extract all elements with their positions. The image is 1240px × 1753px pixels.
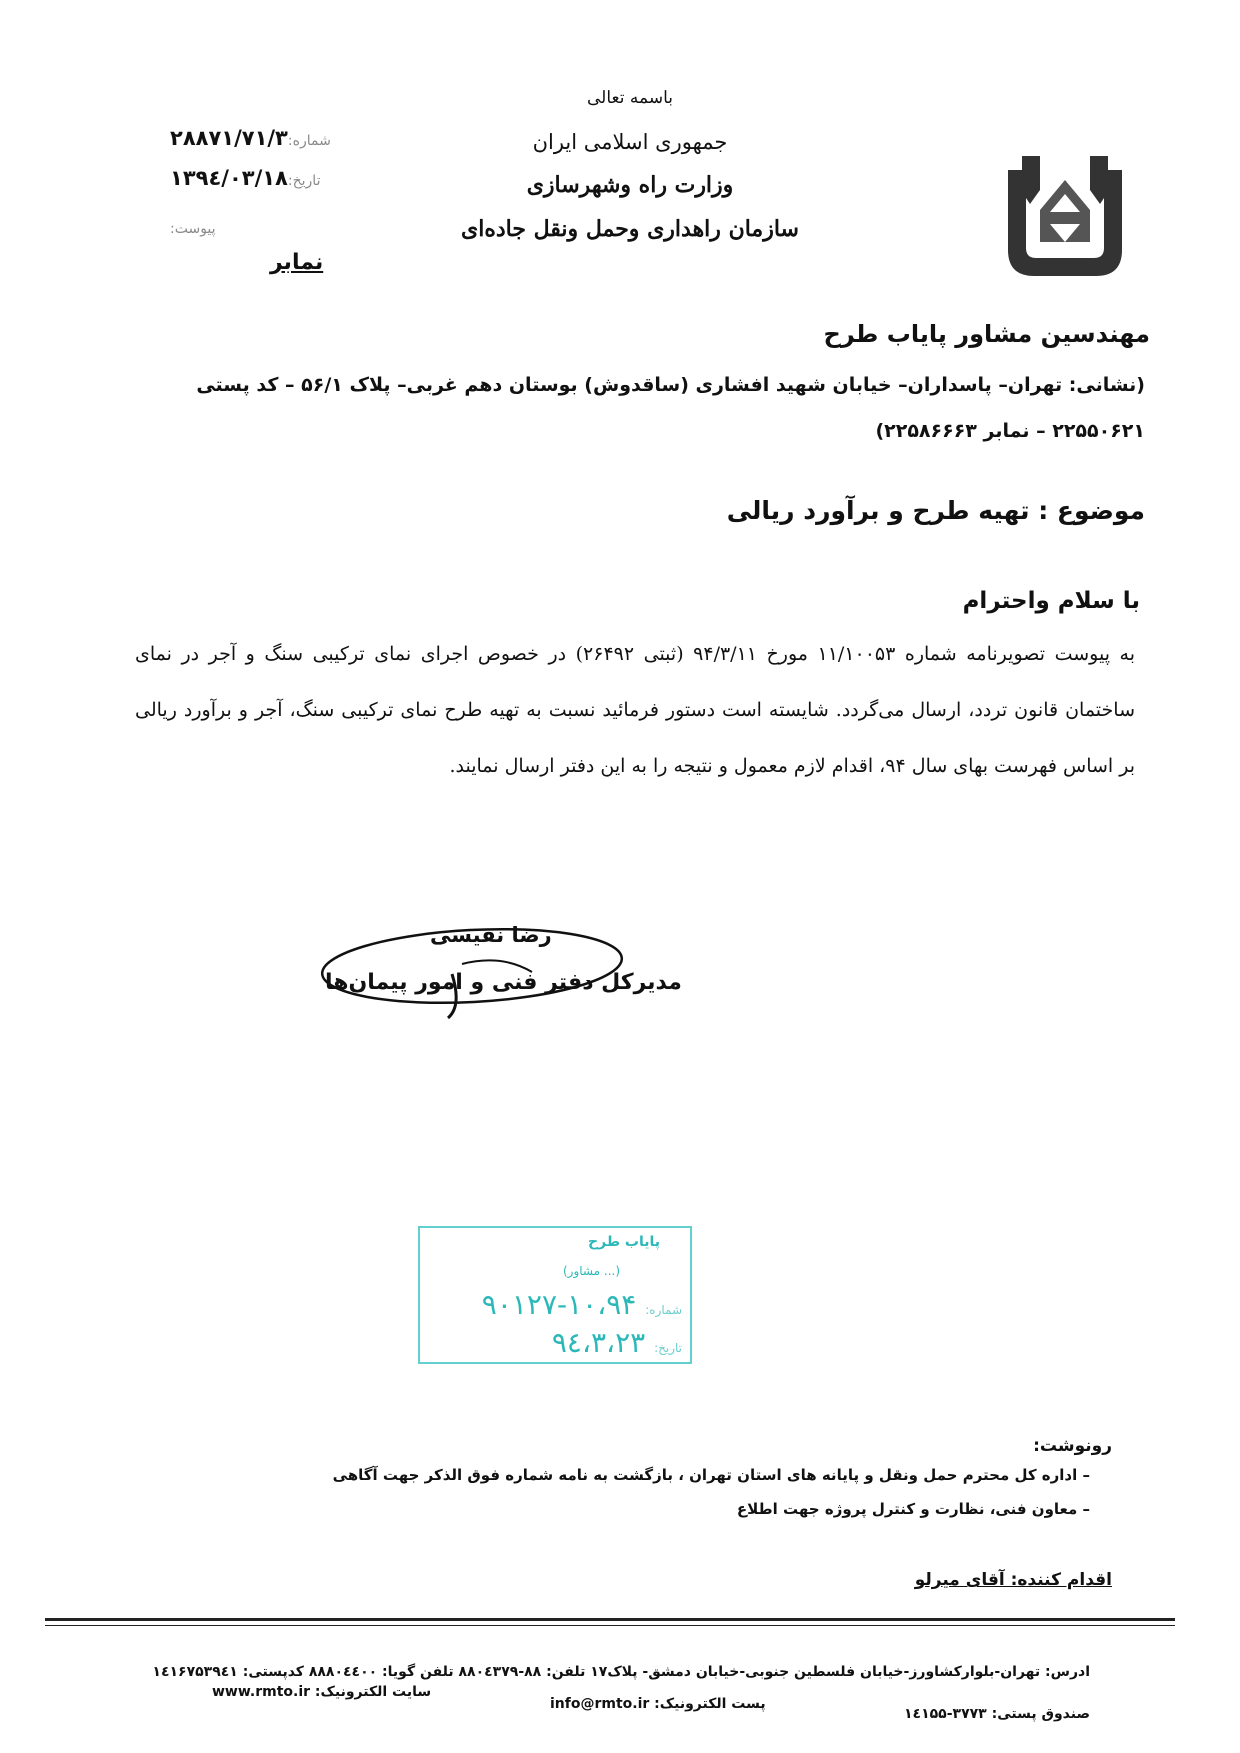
letter-date-value: ۱۳۹٤/۰۳/۱۸: [170, 166, 288, 190]
addressee-name: مهندسین مشاور پایاب طرح: [823, 320, 1150, 348]
letter-body: به پیوست تصویرنامه شماره ۱۱/۱۰۰۵۳ مورخ ۹۴/۳/۱۱ (ثبتی ۲۶۴۹۲) در خصوص اجرای نمای ترکیبی سنگ و آجر در نمای ساختمان قانون تردد، ارسال می‌گردد. شایسته است دستور فرمائید نسبت به تهیه طرح نمای ترکیبی سنگ، آجر و برآورد ریالی بر اساس فهرست بهای سال ۹۴، اقدام لازم معمول و نتیجه را به این دفتر ارسال نمایند.: [135, 643, 1135, 777]
rmto-logo-icon: [1000, 150, 1130, 285]
signatory-name: رضا نفیسی: [430, 923, 552, 947]
addressee-address: (نشانی: تهران– پاسداران– خیابان شهید افشاری (ساقدوش) بوستان دهم غربی– پلاک ۵۶/۱ – کد پستی ۲۲۵۵۰۶۲۱ – نمابر ۲۲۵۸۶۶۶۳): [196, 374, 1145, 442]
stamp-date-value: ۹٤،۳،۲۳: [551, 1326, 646, 1359]
bismillah: باسمه تعالی: [587, 88, 673, 108]
footer-pobox: صندوق پستی: ۳۷۷۳-۱٤۱۵۵: [903, 1706, 1090, 1722]
attachment-label: پیوست:: [170, 221, 216, 237]
footer-divider: [45, 1618, 1175, 1621]
letter-subject: موضوع : تهیه طرح و برآورد ریالی: [726, 496, 1145, 525]
stamp-date: [552, 1326, 682, 1359]
greeting: با سلام واحترام: [962, 588, 1140, 614]
letter-number-value: ۲۸۸۷۱/۷۱/۳: [170, 126, 288, 150]
letter-attachment: [170, 214, 370, 238]
republic-name: جمهوری اسلامی ایران: [532, 130, 728, 154]
letter-number: [170, 126, 370, 150]
footer-website: سایت الکترونیک: www.rmto.ir: [212, 1684, 432, 1700]
letter-number-label: شماره:: [287, 133, 331, 149]
stamp-number: [482, 1288, 682, 1321]
organization-name: سازمان راهداری وحمل ونقل جاده‌ای: [461, 216, 799, 242]
stamp-title: پایاب طرح: [588, 1234, 660, 1250]
fax-label: نمابر: [270, 250, 324, 275]
copy-recipient: – معاون فنی، نظارت و کنترل پروژه جهت اطلاع: [736, 1500, 1090, 1518]
copies-heading: رونوشت:: [1033, 1436, 1112, 1456]
copy-recipient: – اداره کل محترم حمل ونقل و پایانه های استان تهران ، بازگشت به نامه شماره فوق الذکر جهت آگاهی: [332, 1466, 1090, 1484]
footer-email: پست الکترونیک: info@rmto.ir: [550, 1696, 766, 1712]
stamp-number-label: شماره:: [645, 1303, 682, 1317]
stamp-subtitle: (... مشاور): [563, 1264, 620, 1278]
stamp-date-label: تاریخ:: [654, 1341, 682, 1355]
letter-date-label: تاریخ:: [287, 173, 321, 189]
action-officer: اقدام کننده: آقای میرلو: [914, 1570, 1112, 1590]
footer-address: ادرس: تهران-بلوارکشاورز-خیابان فلسطین جنوبی-خیابان دمشق- پلاک۱۷ تلفن: ۸۸-۸۸۰٤۳۷۹ تلفن گویا: ۸۸۸۰٤٤۰۰ کدپستی: ۱٤۱۶۷۵۳۹٤۱: [152, 1664, 1090, 1680]
ministry-name: وزارت راه وشهرسازی: [526, 172, 734, 198]
received-stamp: [418, 1226, 692, 1364]
footer-divider: [45, 1625, 1175, 1626]
stamp-number-value: ۱۰،۹۴-۹۰۱۲۷: [481, 1288, 637, 1321]
letter-date: [170, 166, 370, 190]
signatory-title: مدیرکل دفتر فنی و امور پیمان‌ها: [325, 970, 682, 995]
